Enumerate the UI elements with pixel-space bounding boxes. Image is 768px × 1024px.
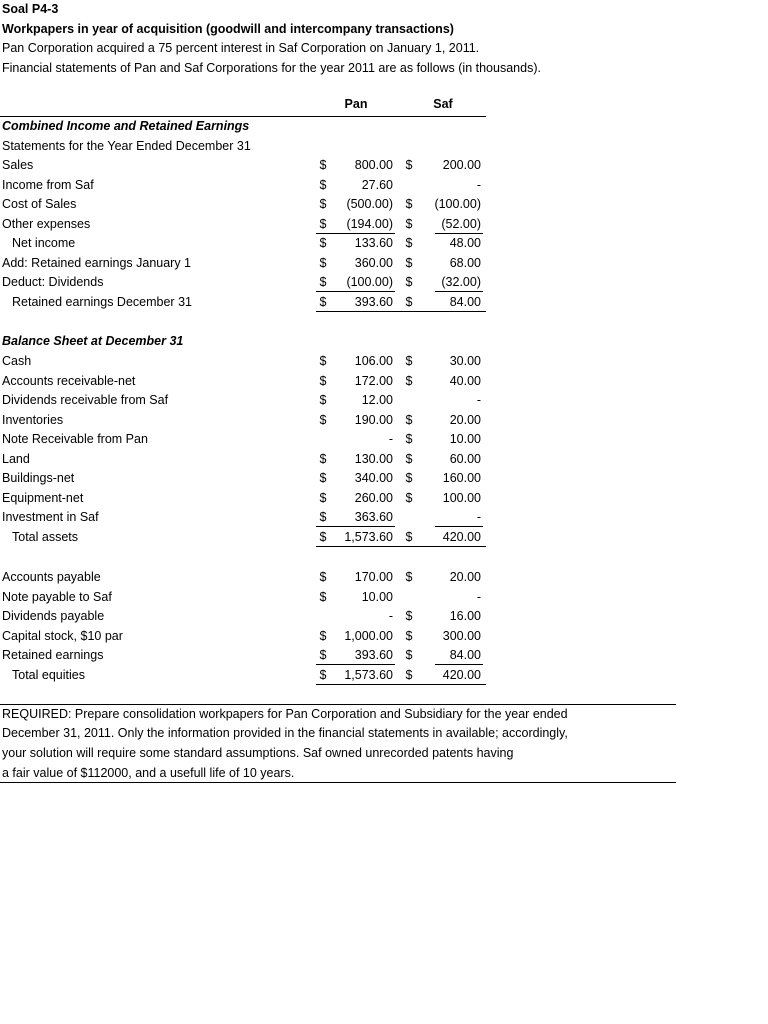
row-label: Retained earnings: [2, 648, 104, 662]
saf-dollar-sign: $: [405, 609, 413, 623]
pan-dollar-sign: $: [319, 255, 327, 270]
pan-dollar-sign: $: [319, 667, 327, 682]
pan-value: 170.00: [354, 570, 393, 584]
row-label: Note Receivable from Pan: [2, 432, 148, 446]
saf-value: 84.00: [449, 294, 481, 309]
saf-dollar-sign: $: [405, 570, 413, 584]
pan-dollar-sign: $: [319, 451, 327, 466]
column-header-pan: Pan: [344, 97, 368, 111]
row-label: Sales: [2, 158, 34, 172]
row-label: Total assets: [12, 529, 79, 544]
row-label: Total equities: [12, 667, 85, 682]
saf-value: 48.00: [449, 236, 481, 250]
pan-value: 27.60: [361, 177, 393, 192]
pan-subtotal-rule: [316, 291, 395, 292]
row-label: Other expenses: [2, 216, 91, 231]
pan-value: 393.60: [354, 294, 393, 309]
pan-dollar-sign: $: [319, 510, 327, 524]
saf-dollar-sign: $: [405, 628, 413, 643]
pan-value: 360.00: [354, 255, 393, 270]
saf-value: -: [476, 177, 481, 192]
pan-value: 340.00: [354, 471, 393, 485]
pan-value: 133.60: [354, 236, 393, 250]
pan-value: -: [388, 432, 393, 446]
pan-value: 800.00: [354, 158, 393, 172]
saf-subtotal-rule: [435, 526, 483, 527]
total-rule: [316, 684, 486, 685]
saf-dollar-sign: $: [405, 275, 413, 289]
pan-dollar-sign: $: [319, 236, 327, 250]
saf-dollar-sign: $: [405, 432, 413, 446]
pan-value: (194.00): [346, 216, 393, 231]
saf-value: (52.00): [441, 216, 481, 231]
saf-dollar-sign: $: [405, 529, 413, 544]
saf-value: (32.00): [441, 275, 481, 289]
saf-dollar-sign: $: [405, 667, 413, 682]
pan-value: 363.60: [354, 510, 393, 524]
problem-id: Soal P4-3: [2, 2, 59, 16]
pan-subtotal-rule: [316, 233, 395, 234]
row-label: Note payable to Saf: [2, 589, 112, 604]
saf-value: 100.00: [442, 490, 481, 505]
pan-dollar-sign: $: [319, 471, 327, 485]
saf-value: 300.00: [442, 628, 481, 643]
pan-value: 172.00: [354, 373, 393, 388]
pan-dollar-sign: $: [319, 216, 327, 231]
column-header-rule: [0, 116, 486, 117]
saf-dollar-sign: $: [405, 216, 413, 231]
required-line-3: your solution will require some standard assumptions. Saf owned unrecorded patents having: [2, 746, 514, 760]
required-line-4: a fair value of $112000, and a usefull life of 10 years.: [2, 766, 295, 780]
saf-dollar-sign: $: [405, 158, 413, 172]
required-top-rule: [0, 704, 676, 705]
row-label: Cost of Sales: [2, 197, 77, 211]
pan-dollar-sign: $: [319, 628, 327, 643]
saf-dollar-sign: $: [405, 451, 413, 466]
total-rule: [316, 311, 486, 312]
row-label: Land: [2, 451, 30, 466]
pan-dollar-sign: $: [319, 177, 327, 192]
row-label: Income from Saf: [2, 177, 94, 192]
saf-value: 40.00: [449, 373, 481, 388]
pan-value: 106.00: [354, 354, 393, 368]
saf-value: (100.00): [434, 197, 481, 211]
saf-subtotal-rule: [435, 233, 483, 234]
pan-dollar-sign: $: [319, 393, 327, 407]
required-line-1: REQUIRED: Prepare consolidation workpapers for Pan Corporation and Subsidiary for the year ended: [2, 707, 568, 721]
saf-value: 84.00: [449, 648, 481, 662]
saf-dollar-sign: $: [405, 294, 413, 309]
intro-line-1: Pan Corporation acquired a 75 percent interest in Saf Corporation on January 1, 2011.: [2, 41, 480, 55]
pan-value: (100.00): [346, 275, 393, 289]
saf-value: 420.00: [442, 529, 481, 544]
required-bottom-rule: [0, 782, 676, 783]
pan-dollar-sign: $: [319, 354, 327, 368]
row-label: Dividends payable: [2, 609, 105, 623]
saf-value: 30.00: [449, 354, 481, 368]
row-label: Equipment-net: [2, 490, 84, 505]
saf-value: 420.00: [442, 667, 481, 682]
pan-dollar-sign: $: [319, 373, 327, 388]
row-label: Deduct: Dividends: [2, 275, 104, 289]
saf-dollar-sign: $: [405, 255, 413, 270]
saf-subtotal-rule: [435, 664, 483, 665]
pan-value: 1,000.00: [344, 628, 393, 643]
row-label: Add: Retained earnings January 1: [2, 255, 192, 270]
pan-value: 10.00: [361, 589, 393, 604]
saf-dollar-sign: $: [405, 648, 413, 662]
saf-value: 160.00: [442, 471, 481, 485]
saf-subtotal-rule: [435, 291, 483, 292]
row-label: Accounts receivable-net: [2, 373, 136, 388]
intro-line-2: Financial statements of Pan and Saf Corporations for the year 2011 are as follows (in thousands).: [2, 61, 541, 75]
saf-value: -: [476, 589, 481, 604]
row-label: Net income: [12, 236, 76, 250]
pan-value: 130.00: [354, 451, 393, 466]
pan-dollar-sign: $: [319, 529, 327, 544]
column-header-saf: Saf: [433, 97, 453, 111]
saf-value: 16.00: [449, 609, 481, 623]
saf-dollar-sign: $: [405, 490, 413, 505]
pan-value: -: [388, 609, 393, 623]
problem-title: Workpapers in year of acquisition (goodwill and intercompany transactions): [2, 22, 454, 36]
pan-subtotal-rule: [316, 526, 395, 527]
pan-value: 393.60: [354, 648, 393, 662]
row-label: Capital stock, $10 par: [2, 628, 123, 643]
pan-value: 260.00: [354, 490, 393, 505]
pan-value: 1,573.60: [344, 667, 393, 682]
total-rule: [316, 546, 486, 547]
saf-value: 20.00: [449, 412, 481, 427]
pan-value: 12.00: [361, 393, 393, 407]
saf-dollar-sign: $: [405, 354, 413, 368]
pan-dollar-sign: $: [319, 648, 327, 662]
balance-section-heading: Balance Sheet at December 31: [2, 334, 184, 348]
saf-value: -: [476, 393, 481, 407]
row-label: Investment in Saf: [2, 510, 99, 524]
row-label: Retained earnings December 31: [12, 294, 192, 309]
row-label: Buildings-net: [2, 471, 75, 485]
pan-dollar-sign: $: [319, 197, 327, 211]
saf-dollar-sign: $: [405, 197, 413, 211]
row-label: Dividends receivable from Saf: [2, 393, 169, 407]
saf-value: 68.00: [449, 255, 481, 270]
pan-dollar-sign: $: [319, 570, 327, 584]
pan-dollar-sign: $: [319, 275, 327, 289]
saf-value: 60.00: [449, 451, 481, 466]
row-label: Inventories: [2, 412, 64, 427]
pan-dollar-sign: $: [319, 490, 327, 505]
pan-value: 190.00: [354, 412, 393, 427]
saf-dollar-sign: $: [405, 412, 413, 427]
required-line-2: December 31, 2011. Only the information provided in the financial statements in available; accordingly,: [2, 726, 568, 740]
pan-value: 1,573.60: [344, 529, 393, 544]
pan-dollar-sign: $: [319, 294, 327, 309]
saf-dollar-sign: $: [405, 373, 413, 388]
saf-dollar-sign: $: [405, 236, 413, 250]
pan-dollar-sign: $: [319, 589, 327, 604]
pan-subtotal-rule: [316, 664, 395, 665]
pan-value: (500.00): [346, 197, 393, 211]
income-section-subheading: Statements for the Year Ended December 31: [2, 139, 251, 153]
income-section-heading: Combined Income and Retained Earnings: [2, 119, 250, 133]
pan-dollar-sign: $: [319, 412, 327, 427]
row-label: Accounts payable: [2, 570, 101, 584]
saf-value: -: [476, 510, 481, 524]
saf-value: 20.00: [449, 570, 481, 584]
pan-dollar-sign: $: [319, 158, 327, 172]
saf-value: 200.00: [442, 158, 481, 172]
row-label: Cash: [2, 354, 32, 368]
saf-dollar-sign: $: [405, 471, 413, 485]
saf-value: 10.00: [449, 432, 481, 446]
